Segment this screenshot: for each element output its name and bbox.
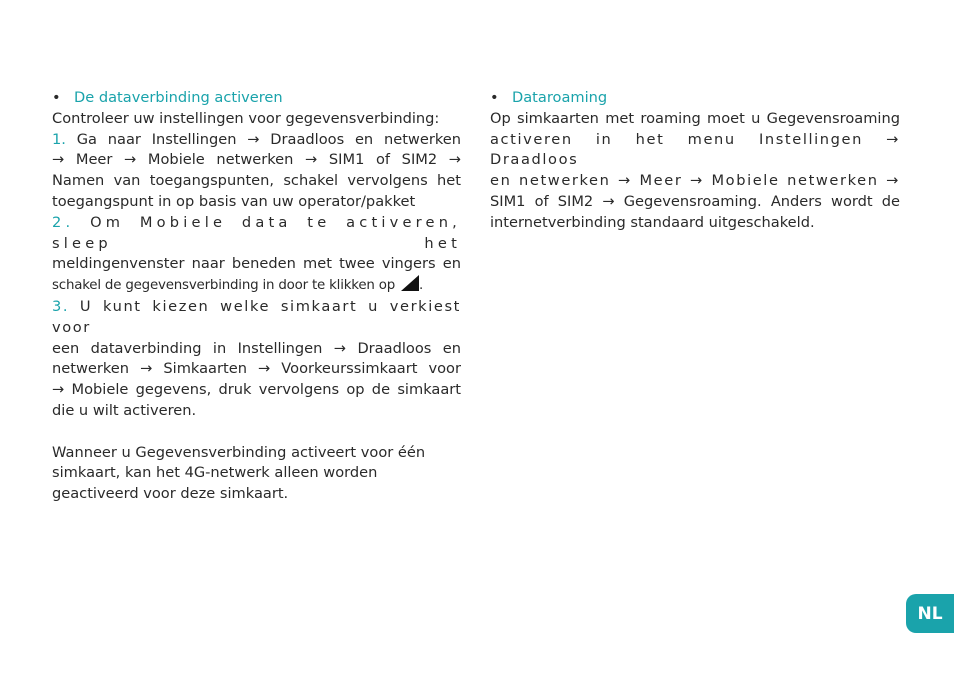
language-badge: NL — [906, 594, 954, 633]
heading-text: De dataverbinding activeren — [74, 89, 283, 106]
right-column — [490, 88, 900, 234]
roaming-line-1: Op simkaarten met roaming moet u Gegevensroaming — [490, 109, 900, 127]
step-3-line-4: → Mobiele gegevens, druk vervolgens op de simkaart — [52, 381, 461, 399]
step-3-line-2: een dataverbinding in Instellingen → Draadloos en — [52, 339, 461, 357]
heading-text: Dataroaming — [512, 89, 608, 106]
roaming-line-4: SIM1 of SIM2 → Gegevensroaming. Anders wordt de — [490, 192, 900, 210]
note-line-1: Wanneer u Gegevensverbinding activeert voor één — [52, 443, 426, 461]
step-2-line-2: meldingenvenster naar beneden met twee vingers en — [52, 255, 461, 273]
intro-text: Controleer uw instellingen voor gegevensverbinding: — [52, 109, 440, 127]
step-number: 3. — [52, 297, 70, 315]
step-1-line-4: toegangspunt in op basis van uw operator/pakket — [52, 192, 416, 210]
bullet: • — [52, 89, 61, 106]
step-3-line-3: netwerken → Simkaarten → Voorkeurssimkaart voor — [52, 360, 461, 378]
step-2-line-3 — [52, 275, 461, 297]
section-heading-data-connection — [52, 88, 461, 109]
step-text: Om Mobiele data te activeren, sleep het — [52, 213, 461, 252]
step-3-line-5: die u wilt activeren. — [52, 401, 197, 419]
paragraph-spacer — [52, 422, 461, 443]
note-line-3: geactiveerd voor deze simkaart. — [52, 485, 289, 503]
step-text: Ga naar Instellingen → Draadloos en netwerken — [76, 130, 461, 148]
section-heading-dataroaming — [490, 88, 900, 109]
roaming-line-2: activeren in het menu Instellingen → Draadloos — [490, 130, 900, 169]
left-column — [52, 88, 461, 505]
step-1-line-3: Namen van toegangspunten, schakel vervolgens het — [52, 172, 461, 190]
roaming-line-3: en netwerken → Meer → Mobiele netwerken → — [490, 172, 900, 190]
step-text: schakel de gegevensverbinding in door te klikken op — [52, 278, 396, 294]
step-number: 2. — [52, 213, 75, 231]
step-3-line-1 — [52, 297, 461, 339]
signal-strength-icon — [401, 275, 419, 291]
roaming-line-5: internetverbinding standaard uitgeschakeld. — [490, 213, 815, 231]
step-1-line-1 — [52, 130, 461, 151]
period: . — [419, 278, 424, 294]
note-line-2: simkaart, kan het 4G-netwerk alleen worden — [52, 464, 378, 482]
step-text: U kunt kiezen welke simkaart u verkiest voor — [52, 297, 461, 336]
step-number: 1. — [52, 130, 66, 148]
bullet: • — [490, 89, 499, 106]
step-2-line-1 — [52, 213, 461, 255]
step-1-line-2: → Meer → Mobiele netwerken → SIM1 of SIM2 → — [52, 151, 461, 169]
